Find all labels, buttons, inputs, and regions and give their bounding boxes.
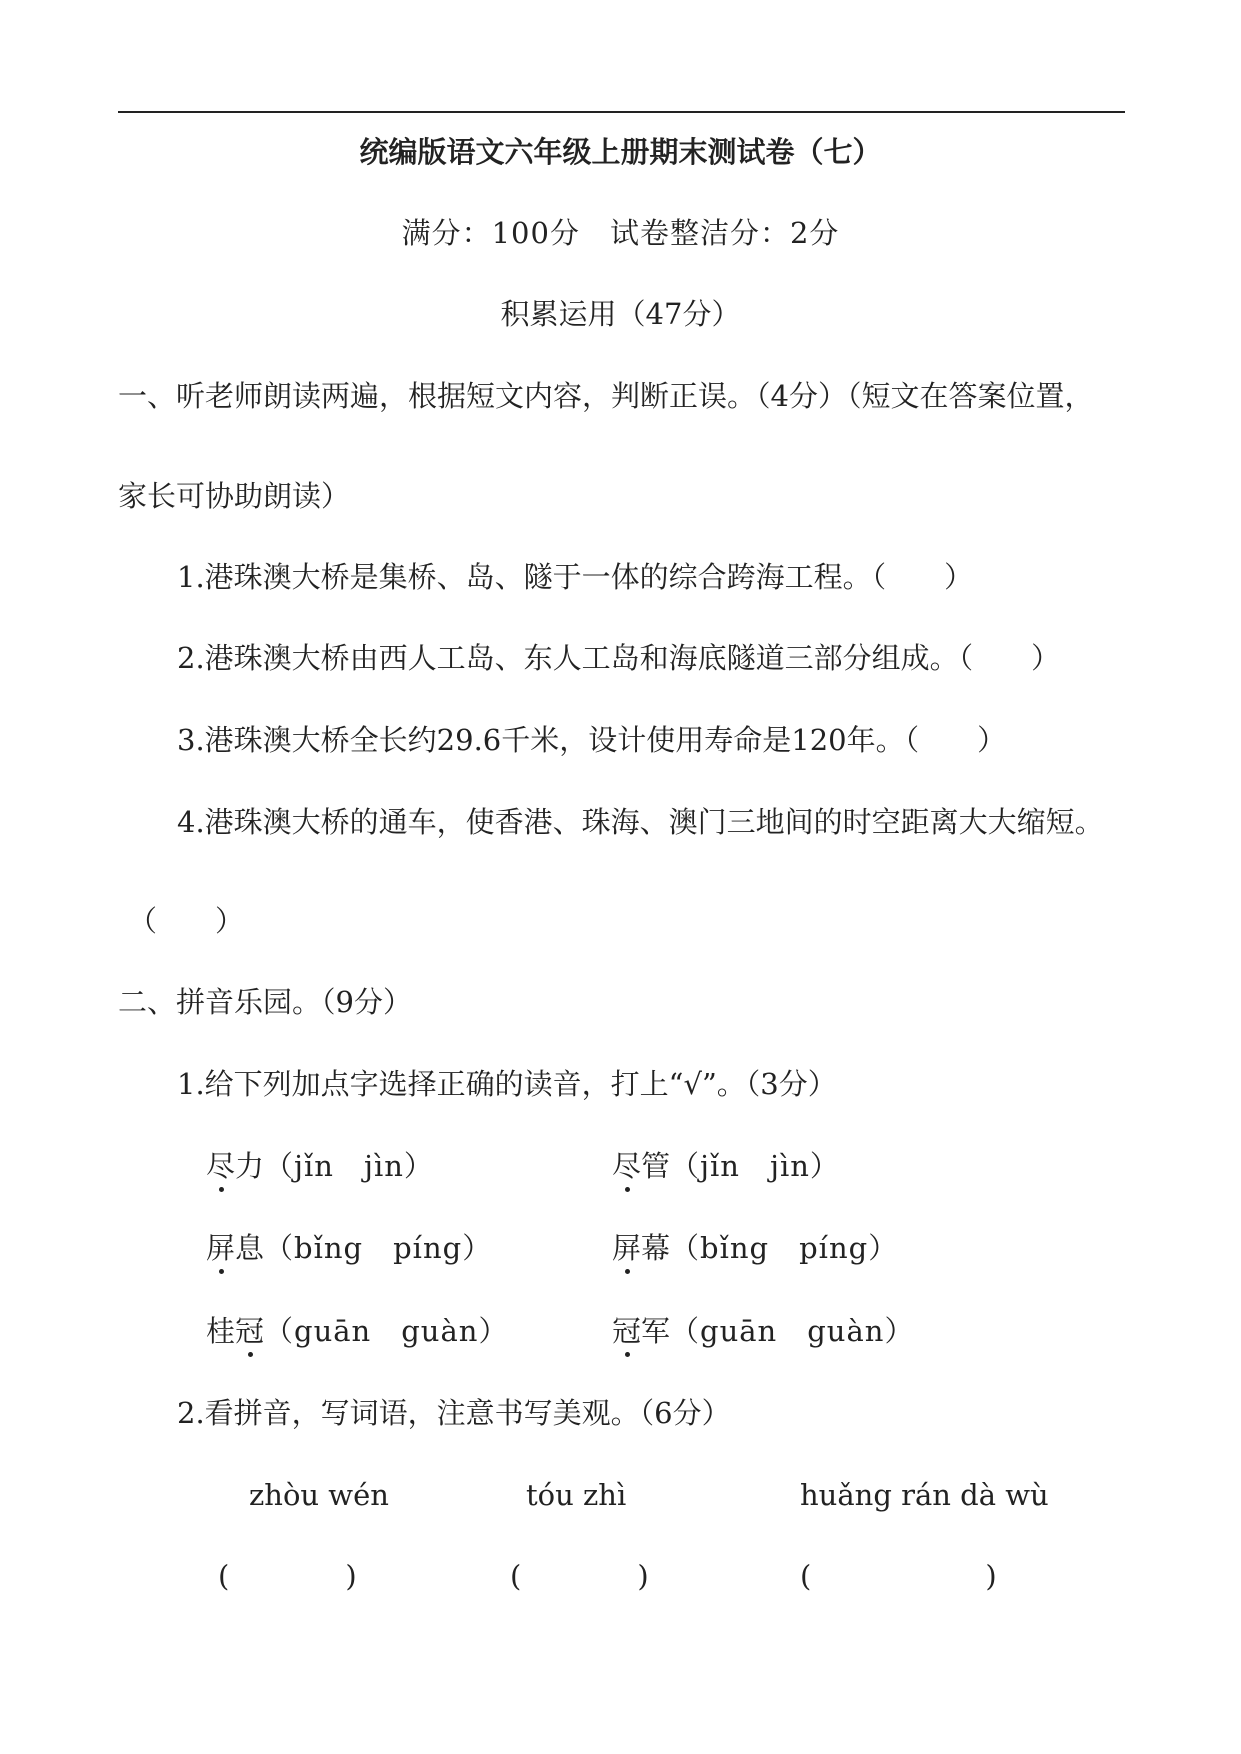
q1-item-4: 4.港珠澳大桥的通车，使香港、珠海、澳门三地间的时空距离大大缩短。 [177,805,1104,839]
pinyin-options: （jǐn jìn） [670,1149,840,1183]
reading-choice-6[interactable] [612,1313,914,1349]
dotted-char: 冠 [612,1314,642,1348]
pinyin-word-2: tóu zhì [526,1478,627,1512]
q2-subquestion-1: 1.给下列加点字选择正确的读音，打上“√”。（3分） [177,1067,837,1101]
q2-subquestion-2: 2.看拼音，写词语，注意书写美观。（6分） [177,1396,731,1430]
question-2-heading: 二、拼音乐园。（9分） [118,985,412,1019]
word-char: 力 [235,1149,265,1183]
section-header: 积累运用（47分） [500,297,741,331]
word-char: 军 [641,1314,671,1348]
score-line: 满分：100分 试卷整洁分：2分 [401,216,840,250]
reading-choice-1[interactable] [206,1148,434,1184]
dotted-char: 屏 [206,1231,236,1265]
pinyin-word-1: zhòu wén [249,1478,389,1512]
pinyin-options: （jǐn jìn） [264,1149,434,1183]
reading-choice-3[interactable] [206,1230,492,1266]
q1-item-4-answer-blank[interactable]: （ ） [128,904,245,938]
dotted-char: 尽 [206,1149,236,1183]
reading-choice-2[interactable] [612,1148,840,1184]
pinyin-options: （bǐng píng） [264,1231,493,1265]
reading-choice-5[interactable] [206,1313,508,1349]
pinyin-word-3: huǎng rán dà wù [800,1478,1049,1512]
answer-blank-1[interactable]: ( ) [218,1559,357,1593]
top-rule [118,111,1125,113]
q1-item-3: 3.港珠澳大桥全长约29.6千米，设计使用寿命是120年。（ ） [177,723,1007,757]
word-char: 管 [641,1149,671,1183]
q1-item-1: 1.港珠澳大桥是集桥、岛、隧于一体的综合跨海工程。（ ） [177,560,974,594]
pinyin-options: （guān guàn） [670,1314,915,1348]
word-char: 息 [235,1231,265,1265]
word-char: 桂 [206,1314,236,1348]
answer-blank-3[interactable]: ( ) [800,1559,997,1593]
dotted-char: 尽 [612,1149,642,1183]
page-title: 统编版语文六年级上册期末测试卷（七） [359,135,882,169]
answer-blank-2[interactable]: ( ) [510,1559,649,1593]
q1-item-2: 2.港珠澳大桥由西人工岛、东人工岛和海底隧道三部分组成。（ ） [177,641,1061,675]
pinyin-options: （guān guàn） [264,1314,509,1348]
word-char: 幕 [641,1231,671,1265]
pinyin-options: （bǐng píng） [670,1231,899,1265]
question-1-heading-cont: 家长可协助朗读） [118,479,351,513]
dotted-char: 屏 [612,1231,642,1265]
dotted-char: 冠 [235,1314,265,1348]
question-1-heading: 一、听老师朗读两遍，根据短文内容，判断正误。（4分）（短文在答案位置， [118,379,1094,413]
reading-choice-4[interactable] [612,1230,898,1266]
